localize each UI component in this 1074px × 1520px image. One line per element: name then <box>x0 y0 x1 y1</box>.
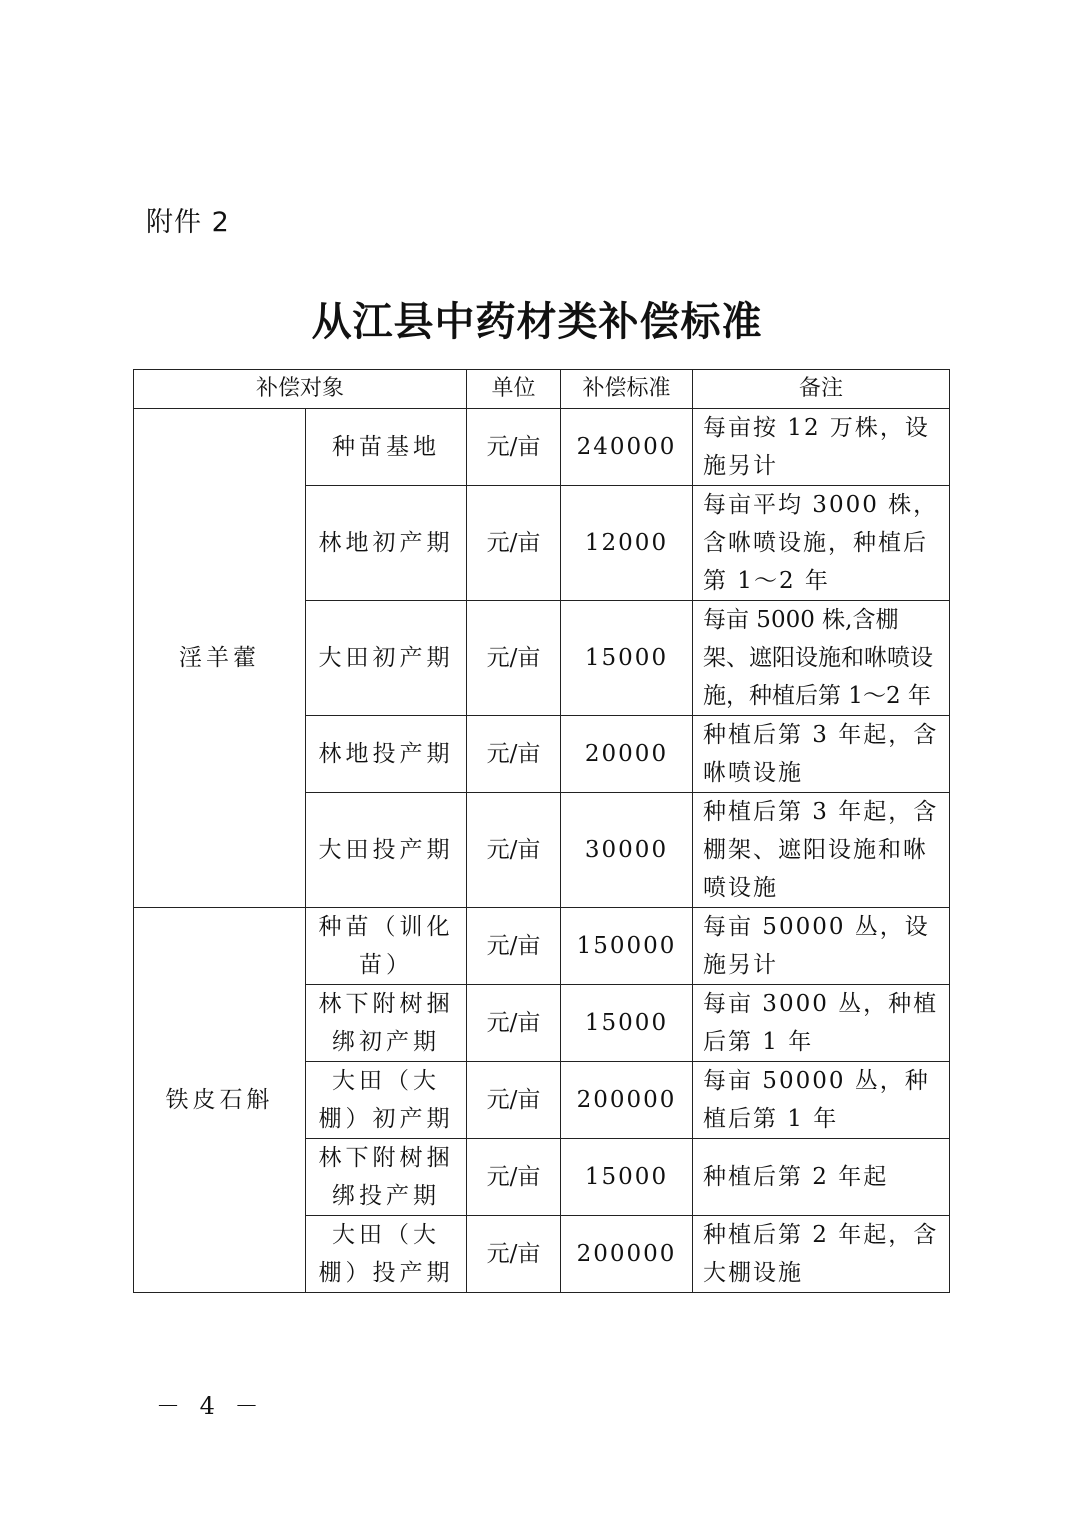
item-cell: 大田（大棚）投产期 <box>306 1216 467 1293</box>
compensation-table <box>133 369 950 1293</box>
document-title: 从江县中药材类补偿标准 <box>311 298 763 345</box>
unit-cell: 元/亩 <box>467 793 561 908</box>
item-cell: 林地投产期 <box>306 716 467 793</box>
item-cell: 种苗基地 <box>306 409 467 486</box>
note-cell: 种植后第 3 年起，含咻喷设施 <box>693 716 950 793</box>
item-cell: 大田初产期 <box>306 601 467 716</box>
header-standard: 补偿标准 <box>561 370 693 409</box>
unit-cell: 元/亩 <box>467 1062 561 1139</box>
unit-cell: 元/亩 <box>467 601 561 716</box>
item-cell: 林地初产期 <box>306 486 467 601</box>
standard-cell: 12000 <box>561 486 693 601</box>
note-cell: 种植后第 2 年起 <box>693 1139 950 1216</box>
category-cell: 淫羊藿 <box>134 409 306 908</box>
item-cell: 大田投产期 <box>306 793 467 908</box>
note-cell: 种植后第 2 年起，含大棚设施 <box>693 1216 950 1293</box>
unit-cell: 元/亩 <box>467 985 561 1062</box>
standard-cell: 200000 <box>561 1062 693 1139</box>
note-cell: 种植后第 3 年起，含棚架、遮阳设施和咻喷设施 <box>693 793 950 908</box>
note-cell: 每亩平均 3000 株，含咻喷设施，种植后第 1～2 年 <box>693 486 950 601</box>
standard-cell: 15000 <box>561 601 693 716</box>
standard-cell: 200000 <box>561 1216 693 1293</box>
header-unit: 单位 <box>467 370 561 409</box>
standard-cell: 240000 <box>561 409 693 486</box>
attachment-label: 附件 2 <box>146 207 230 238</box>
item-cell: 林下附树捆绑投产期 <box>306 1139 467 1216</box>
item-cell: 种苗（训化苗） <box>306 908 467 985</box>
unit-cell: 元/亩 <box>467 486 561 601</box>
unit-cell: 元/亩 <box>467 409 561 486</box>
table-row <box>134 908 950 985</box>
item-cell: 林下附树捆绑初产期 <box>306 985 467 1062</box>
unit-cell: 元/亩 <box>467 1139 561 1216</box>
note-cell: 每亩 5000 株,含棚架、遮阳设施和咻喷设施，种植后第 1～2 年 <box>693 601 950 716</box>
header-object: 补偿对象 <box>134 370 467 409</box>
category-cell: 铁皮石斛 <box>134 908 306 1293</box>
note-cell: 每亩按 12 万株，设施另计 <box>693 409 950 486</box>
standard-cell: 15000 <box>561 985 693 1062</box>
note-cell: 每亩 50000 丛，种植后第 1 年 <box>693 1062 950 1139</box>
page-number: － 4 － <box>156 1392 265 1420</box>
unit-cell: 元/亩 <box>467 1216 561 1293</box>
note-cell: 每亩 50000 丛，设施另计 <box>693 908 950 985</box>
unit-cell: 元/亩 <box>467 716 561 793</box>
table-row <box>134 409 950 486</box>
note-cell: 每亩 3000 丛，种植后第 1 年 <box>693 985 950 1062</box>
unit-cell: 元/亩 <box>467 908 561 985</box>
table-header-row <box>134 370 950 409</box>
standard-cell: 150000 <box>561 908 693 985</box>
standard-cell: 30000 <box>561 793 693 908</box>
item-cell: 大田（大棚）初产期 <box>306 1062 467 1139</box>
standard-cell: 20000 <box>561 716 693 793</box>
header-note: 备注 <box>693 370 950 409</box>
standard-cell: 15000 <box>561 1139 693 1216</box>
